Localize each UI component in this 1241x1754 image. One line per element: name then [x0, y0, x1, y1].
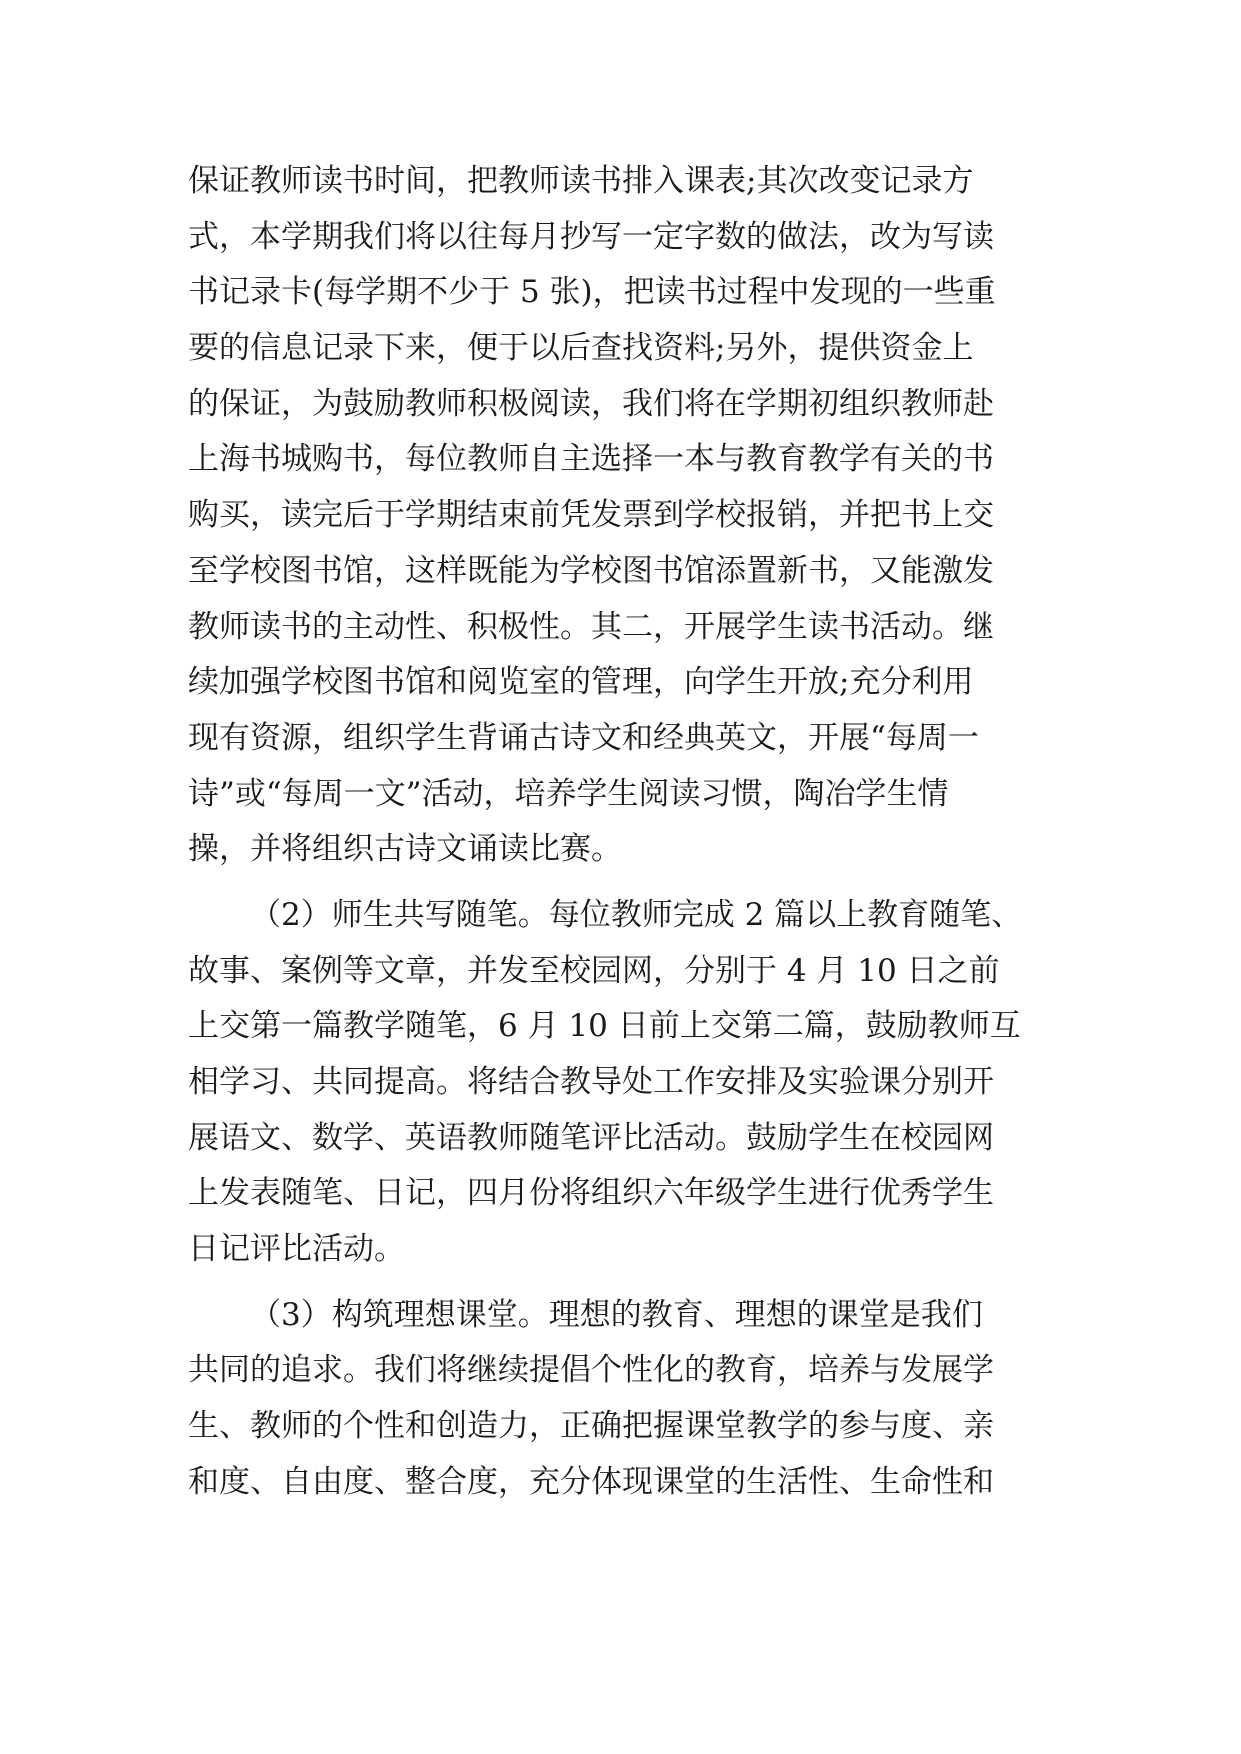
- text-line: 要的信息记录下来，便于以后查找资料;另外，提供资金上: [188, 330, 974, 367]
- text-line: 至学校图书馆，这样既能为学校图书馆添置新书，又能激发: [188, 552, 994, 589]
- text-line: 上海书城购书，每位教师自主选择一本与教育教学有关的书: [188, 441, 994, 478]
- text-line: 上发表随笔、日记，四月份将组织六年级学生进行优秀学生: [188, 1175, 994, 1212]
- text-line: 书记录卡(每学期不少于 5 张)，把读书过程中发现的一些重: [188, 274, 996, 311]
- text-line: 操，并将组织古诗文诵读比赛。: [188, 831, 622, 868]
- paragraph-gap: [188, 1278, 1068, 1288]
- text-line: 的保证，为鼓励教师积极阅读，我们将在学期初组织教师赴: [188, 385, 994, 422]
- paragraph-3-line: （3）构筑理想课堂。理想的教育、理想的课堂是我们: [250, 1296, 983, 1333]
- text-line: 共同的追求。我们将继续提倡个性化的教育，培养与发展学: [188, 1352, 994, 1389]
- text-line: 保证教师读书时间，把教师读书排入课表;其次改变记录方: [188, 163, 974, 199]
- text-line: 展语文、数学、英语教师随笔评比活动。鼓励学生在校园网: [188, 1119, 994, 1156]
- text-line: 故事、案例等文章，并发至校园网，分别于 4 月 10 日之前: [188, 952, 1000, 989]
- text-line: 日记评比活动。: [188, 1231, 405, 1268]
- text-line: 诗”或“每周一文”活动，培养学生阅读习惯，陶冶学生情: [188, 775, 949, 812]
- paragraph-2-line: （2）师生共写随笔。每位教师完成 2 篇以上教育随笔、: [250, 896, 1023, 933]
- text-line: 相学习、共同提高。将结合教导处工作安排及实验课分别开: [188, 1064, 994, 1100]
- text-line: 式，本学期我们将以往每月抄写一定字数的做法，改为写读: [188, 218, 994, 255]
- text-line: 生、教师的个性和创造力，正确把握课堂教学的参与度、亲: [188, 1408, 994, 1445]
- text-line: 和度、自由度、整合度，充分体现课堂的生活性、生命性和: [188, 1463, 994, 1500]
- text-line: 教师读书的主动性、积极性。其二，开展学生读书活动。继: [188, 608, 994, 645]
- text-line: 续加强学校图书馆和阅览室的管理，向学生开放;充分利用: [188, 664, 974, 701]
- text-line: 购买，读完后于学期结束前凭发票到学校报销，并把书上交: [188, 497, 994, 534]
- body-text: [188, 154, 1068, 1511]
- paragraph-gap: [188, 878, 1068, 888]
- text-line: 现有资源，组织学生背诵古诗文和经典英文，开展“每周一: [188, 719, 979, 756]
- text-line: 上交第一篇教学随笔，6 月 10 日前上交第二篇，鼓励教师互: [188, 1008, 1021, 1045]
